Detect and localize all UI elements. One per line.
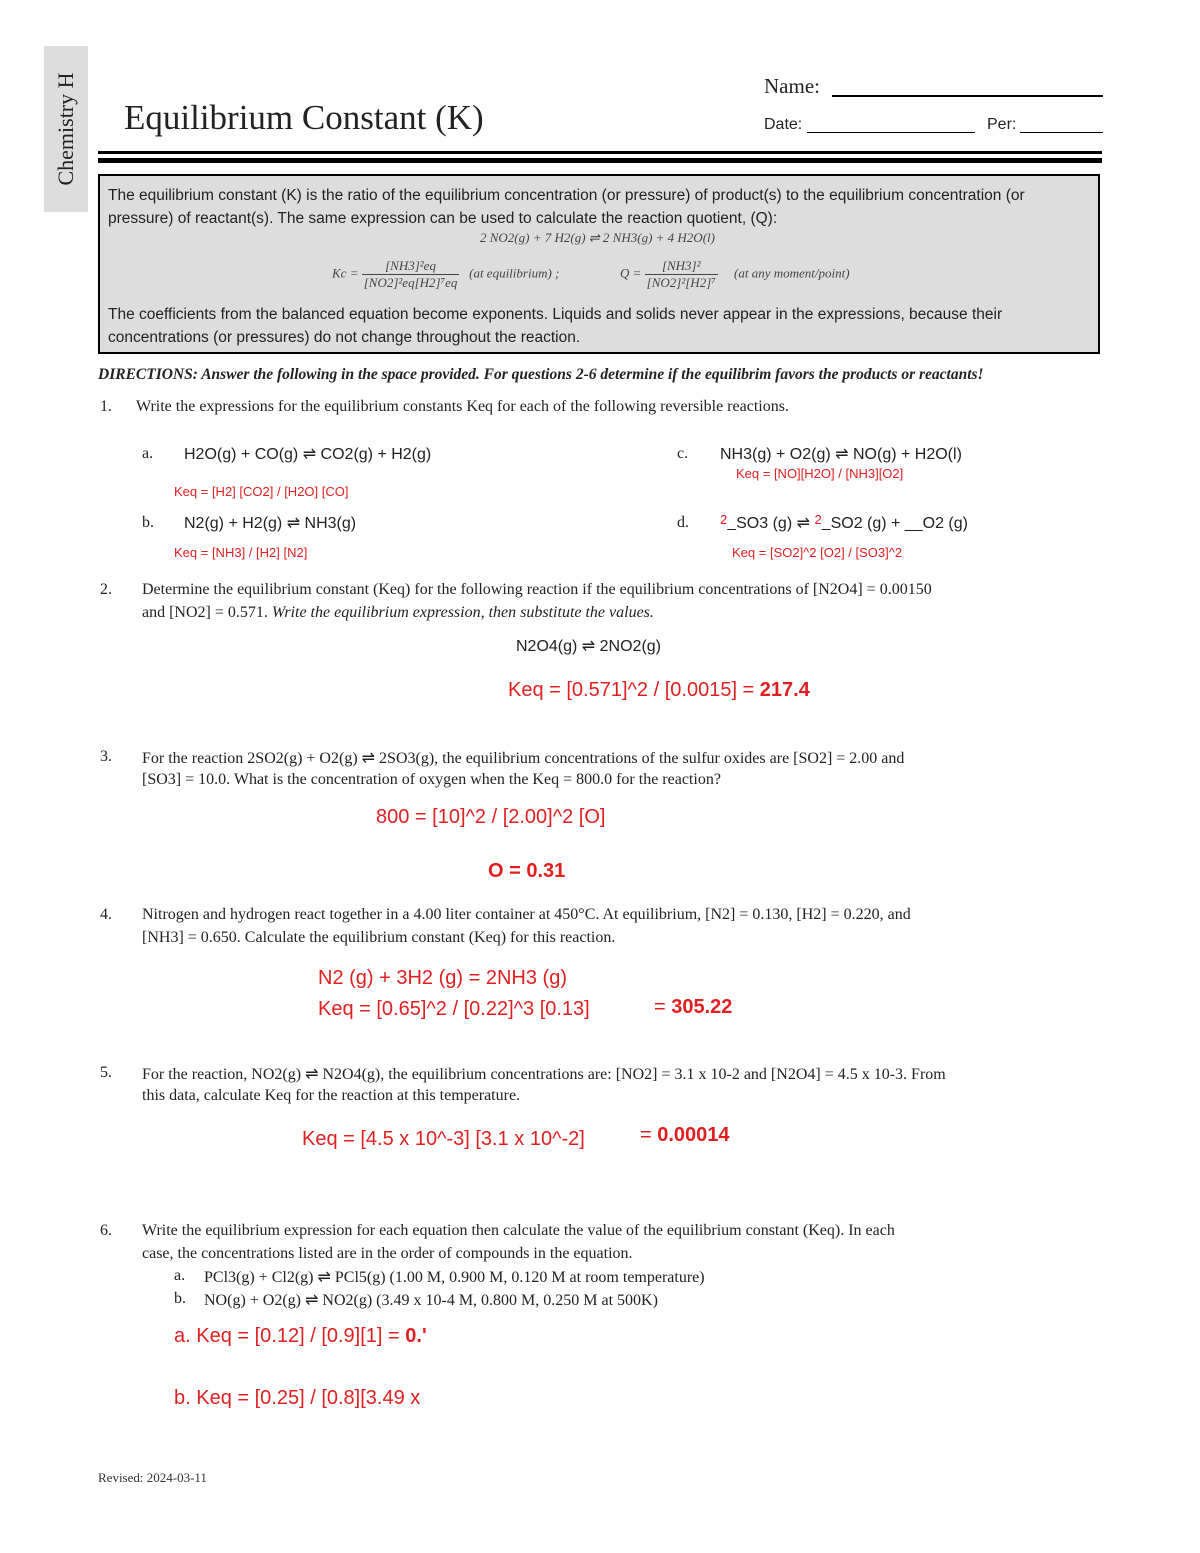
q1c-answer[interactable]: Keq = [NO][H2O] / [NH3][O2]: [736, 466, 904, 481]
q5-answer-value: 0.00014: [657, 1124, 730, 1146]
q1b-label: b.: [142, 514, 154, 531]
kc-fraction: [362, 258, 460, 291]
q6a-label: a.: [174, 1267, 186, 1284]
q4-equals: =: [654, 996, 672, 1018]
q4-answer-equation[interactable]: N2 (g) + 3H2 (g) = 2NH3 (g): [318, 967, 567, 989]
q4-number: 4.: [100, 906, 112, 923]
q6a-answer-value: 0.': [405, 1325, 427, 1347]
q5-text-line1: For the reaction, NO2(g) ⇌ N2O4(g), the equilibrium concentrations are: [NO2] = 3.1 x 10-2 and [N2O4] = 4.5 x 10-3. From: [142, 1066, 946, 1083]
q4-text-line2: [NH3] = 0.650. Calculate the equilibrium constant (Keq) for this reaction.: [142, 929, 616, 946]
q3-text-line1: For the reaction 2SO2(g) + O2(g) ⇌ 2SO3(g), the equilibrium concentrations of the sulfur oxides are [SO2] = 2.00 and: [142, 750, 905, 767]
kc-denominator: [NO2]²eq[H2]⁷eq: [363, 275, 458, 290]
date-label: Date:: [764, 116, 803, 133]
definition-text: The equilibrium constant (K) is the ratio of the equilibrium concentration (or pressure) of product(s) to the equilibrium concentration (or pressure) of reactant(s). The same expression can be used to calculate the reaction quotient, (Q):: [108, 187, 1025, 227]
name-label: Name:: [764, 74, 820, 98]
q2-answer-value: 217.4: [759, 679, 810, 701]
q1b-equation: N2(g) + H2(g) ⇌ NH3(g): [184, 515, 357, 532]
q1-text: Write the expressions for the equilibrium constants Keq for each of the following reversible reactions.: [136, 398, 789, 415]
q6-text-line1: Write the equilibrium expression for each equation then calculate the value of the equilibrium constant (Keq). In each: [142, 1222, 895, 1239]
q1d-equation: [720, 513, 968, 533]
q2-answer[interactable]: [508, 679, 810, 702]
q2-given: and [NO2] = 0.571.: [142, 604, 272, 621]
q1a-equation: H2O(g) + CO(g) ⇌ CO2(g) + H2(g): [184, 446, 432, 463]
example-equation: 2 NO2(g) + 7 H2(g) ⇌ 2 NH3(g) + 4 H2O(l): [480, 230, 715, 245]
kc-numerator: [NH3]²eq: [362, 258, 460, 275]
q1d-coefficient-1[interactable]: 2: [720, 512, 728, 527]
page-title: Equilibrium Constant (K): [124, 98, 484, 137]
course-label: Chemistry H: [53, 72, 78, 186]
q6-number: 6.: [100, 1222, 112, 1239]
q1d-label: d.: [677, 514, 689, 531]
kc-label: Kc =: [332, 265, 359, 281]
q6-text-line2: case, the concentrations listed are in the order of compounds in the equation.: [142, 1245, 633, 1262]
q1c-equation: NH3(g) + O2(g) ⇌ NO(g) + H2O(l): [720, 446, 962, 463]
q1d-answer[interactable]: Keq = [SO2]^2 [O2] / [SO3]^2: [732, 545, 903, 560]
q4-answer[interactable]: [654, 996, 732, 1019]
q4-answer-value: 305.22: [671, 996, 733, 1018]
kc-expression: [332, 258, 559, 291]
q4-answer-expression[interactable]: Keq = [0.65]^2 / [0.22]^3 [0.13]: [318, 998, 590, 1020]
q2-text-line1: Determine the equilibrium constant (Keq) for the following reaction if the equilibrium concentrations of [N2O4] = 0.00150: [142, 581, 932, 598]
q-numerator: [NH3]²: [645, 258, 718, 275]
q2-number: 2.: [100, 581, 112, 598]
q-note: (at any moment/point): [734, 265, 850, 281]
header-divider-thick: [98, 158, 1102, 163]
q-label: Q =: [620, 265, 642, 281]
q1d-coefficient-2[interactable]: 2: [814, 512, 822, 527]
q3-text-line2: [SO3] = 10.0. What is the concentration of oxygen when the Keq = 800.0 for the reaction?: [142, 771, 721, 788]
q2-equation: N2O4(g) ⇌ 2NO2(g): [516, 638, 661, 655]
q2-answer-expression: Keq = [0.571]^2 / [0.0015] =: [508, 679, 760, 701]
q-fraction: [645, 258, 718, 291]
q6b-text: NO(g) + O2(g) ⇌ NO2(g) (3.49 x 10-4 M, 0.800 M, 0.250 M at 500K): [204, 1292, 658, 1309]
definition-box: [98, 174, 1100, 354]
q1a-label: a.: [142, 445, 154, 462]
date-field[interactable]: [807, 132, 975, 133]
kc-note: (at equilibrium) ;: [469, 265, 560, 281]
q5-answer-expression[interactable]: Keq = [4.5 x 10^-3] [3.1 x 10^-2]: [302, 1128, 585, 1150]
q-expression: [620, 258, 850, 291]
q1b-answer[interactable]: Keq = [NH3] / [H2] [N2]: [174, 545, 308, 560]
period-label: Per:: [987, 116, 1017, 133]
q6a-answer[interactable]: [174, 1325, 427, 1348]
q1a-answer[interactable]: Keq = [H2] [CO2] / [H2O] [CO]: [174, 484, 349, 499]
q2-text-line2: [142, 604, 654, 622]
q1d-products: SO2 (g) + __O2 (g): [830, 515, 968, 532]
q6a-answer-expression: a. Keq = [0.12] / [0.9][1] =: [174, 1325, 406, 1347]
q1d-reactant: SO3 (g) ⇌: [736, 515, 810, 532]
q6b-answer[interactable]: b. Keq = [0.25] / [0.8][3.49 x: [174, 1387, 421, 1409]
header-divider-thin: [98, 151, 1102, 154]
q5-answer[interactable]: [640, 1124, 730, 1147]
q-denominator: [NO2]²[H2]⁷: [646, 275, 716, 290]
q3-answer-setup[interactable]: 800 = [10]^2 / [2.00]^2 [O]: [376, 806, 606, 828]
q5-number: 5.: [100, 1064, 112, 1081]
name-field[interactable]: [832, 95, 1103, 97]
period-field[interactable]: [1020, 132, 1103, 133]
course-side-tab: [44, 46, 88, 212]
q3-answer-value[interactable]: O = 0.31: [488, 860, 566, 882]
q2-instruction: Write the equilibrium expression, then substitute the values.: [271, 604, 654, 621]
revision-date: Revised: 2024-03-11: [98, 1470, 207, 1485]
q6b-label: b.: [174, 1290, 186, 1307]
q1c-label: c.: [677, 445, 689, 462]
directions: DIRECTIONS: Answer the following in the space provided. For questions 2-6 determine if the equilibrim favors the products or reactants!: [98, 366, 984, 383]
q4-text-line1: Nitrogen and hydrogen react together in a 4.00 liter container at 450°C. At equilibrium, [N2] = 0.130, [H2] = 0.220, and: [142, 906, 911, 923]
q3-number: 3.: [100, 748, 112, 765]
q5-equals: =: [640, 1124, 658, 1146]
q6a-text: PCl3(g) + Cl2(g) ⇌ PCl5(g) (1.00 M, 0.900 M, 0.120 M at room temperature): [204, 1269, 705, 1286]
q1-number: 1.: [100, 398, 112, 415]
q5-text-line2: this data, calculate Keq for the reaction at this temperature.: [142, 1087, 521, 1104]
coefficients-note: The coefficients from the balanced equation become exponents. Liquids and solids never appear in the expressions, because their concentrations (or pressures) do not change throughout the reaction.: [108, 306, 1003, 346]
